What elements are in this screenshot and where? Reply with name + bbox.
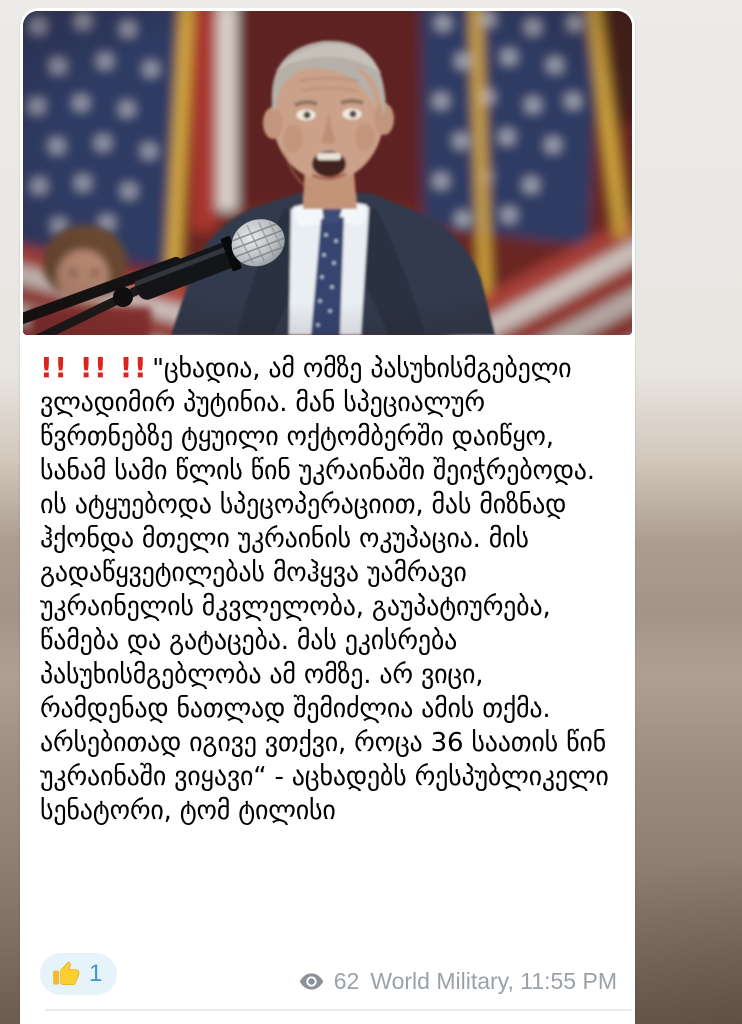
message-footer bbox=[40, 953, 617, 995]
double-exclamation-emoji: !! !! !! bbox=[40, 351, 149, 384]
photo-illustration bbox=[23, 11, 632, 335]
thumbs-up-emoji bbox=[52, 960, 80, 988]
channel-message-bubble bbox=[20, 8, 635, 1024]
message-photo[interactable] bbox=[23, 11, 632, 335]
spacer bbox=[23, 828, 632, 953]
message-body-text: "ცხადია, ამ ომზე პასუხისმგებელი ვლადიმირ პუტინია. მან სპეციალურ წვრთნებზე ტყუილი ოქტომბერში დაიწყო, სანამ სამი წლის წინ უკრაინაში შეიჭრებოდა. ის ატყუებოდა სპეცოპერაციით, მას მიზნად ჰქონდა მთელი უკრაინის ოკუპაცია. მის გადაწყვეტილებას მოჰყვა უამრავი უკრაინელის მკვლელობა, გაუპატიურება, წამება და გატაცება. მას ეკისრება პასუხისმგებლობა ამ ომზე. არ ვიცი, რამდენად ნათლად შემიძლია ამის თქმა. არსებითად იგივე ვთქვი, როცა 36 საათის წინ უკრაინაში ვიყავი“ - აცხადებს რესპუბლიკელი სენატორი, ტომ ტილისი bbox=[40, 354, 609, 826]
eye-icon bbox=[298, 968, 325, 995]
view-count: 62 bbox=[333, 967, 360, 994]
reaction-count: 1 bbox=[89, 960, 103, 987]
message-text bbox=[23, 335, 632, 828]
message-meta bbox=[298, 968, 617, 995]
channel-name-and-time: World Military, 11:55 PM bbox=[370, 967, 617, 994]
reaction-thumbs-up-button[interactable] bbox=[40, 953, 117, 995]
message-divider bbox=[45, 1009, 632, 1011]
